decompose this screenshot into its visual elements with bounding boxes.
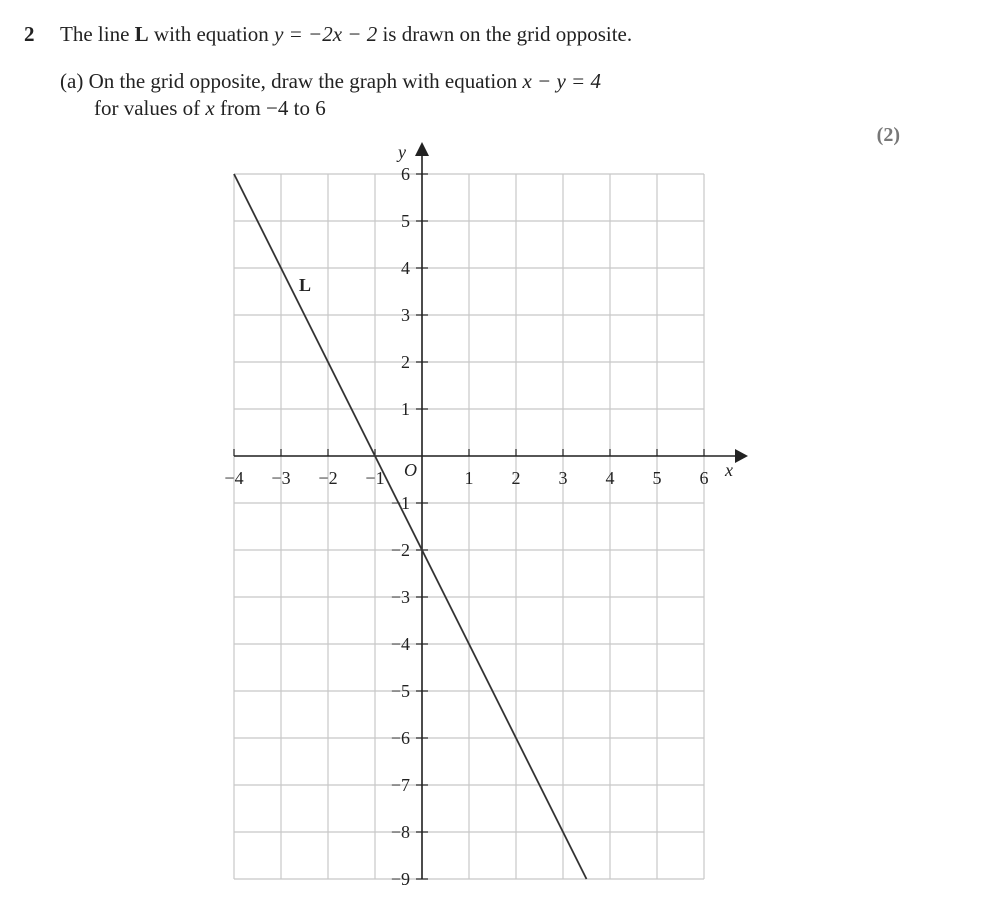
- series-line-L: [234, 174, 587, 879]
- series-lines: [234, 174, 587, 879]
- y-tick-label: −4: [390, 634, 410, 654]
- y-tick-label: −8: [390, 822, 410, 842]
- question-number: 2: [24, 22, 35, 46]
- y-tick-label: −3: [390, 587, 410, 607]
- origin-label: O: [404, 460, 417, 480]
- x-axis-arrow: [735, 449, 748, 463]
- y-axis-label: y: [398, 142, 406, 162]
- y-tick-label: 3: [401, 305, 410, 325]
- x-tick-label: 3: [558, 468, 568, 488]
- series-label-L: L: [299, 275, 312, 295]
- intro-post: is drawn on the grid opposite.: [377, 22, 633, 46]
- x-axis-label: x: [725, 460, 733, 480]
- y-tick-label: −1: [390, 493, 410, 513]
- tick-labels: [224, 164, 708, 889]
- y-tick-label: 6: [401, 164, 410, 184]
- y-tick-label: 2: [401, 352, 410, 372]
- x-tick-label: −2: [318, 468, 338, 488]
- x-tick-label: −3: [271, 468, 291, 488]
- x-tick-label: 1: [464, 468, 474, 488]
- marks-label: (2): [876, 124, 900, 146]
- y-tick-label: 1: [401, 399, 410, 419]
- y-tick-label: 4: [401, 258, 410, 278]
- x-tick-label: 4: [605, 468, 615, 488]
- intro-pre: The line: [60, 22, 135, 46]
- y-tick-label: −9: [390, 869, 410, 889]
- y-tick-label: 5: [401, 211, 410, 231]
- intro-mid: with equation: [148, 22, 275, 46]
- y-tick-label: −6: [390, 728, 410, 748]
- part-a-line2-var: x: [205, 96, 215, 120]
- intro-equation: y = −2x − 2: [274, 22, 378, 46]
- y-tick-label: −7: [390, 775, 410, 795]
- y-tick-label: −5: [390, 681, 410, 701]
- x-tick-label: −1: [365, 468, 385, 488]
- x-tick-label: 2: [511, 468, 521, 488]
- y-tick-label: −2: [390, 540, 410, 560]
- part-a-line2-post: from −4 to 6: [214, 96, 326, 120]
- x-tick-label: 5: [652, 468, 662, 488]
- x-tick-label: −4: [224, 468, 244, 488]
- y-axis-arrow: [415, 142, 429, 156]
- part-a-line1: On the grid opposite, draw the graph with equation: [88, 69, 523, 93]
- part-a-label: (a): [60, 69, 84, 93]
- part-a-line2-pre: for values of: [94, 96, 206, 120]
- intro-line-name: L: [134, 22, 149, 46]
- x-tick-label: 6: [699, 468, 709, 488]
- axes: [234, 142, 748, 879]
- part-a-equation: x − y = 4: [522, 69, 601, 93]
